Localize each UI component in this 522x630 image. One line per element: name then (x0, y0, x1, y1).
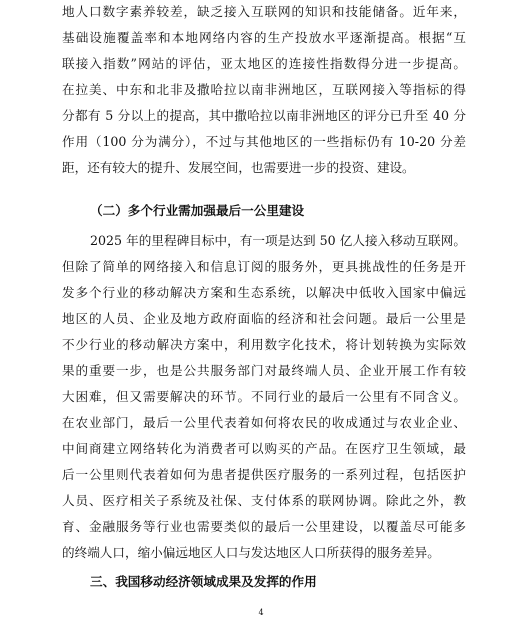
paragraph-line: 联接入指数”网站的评估，亚太地区的连接性指数得分进一步提高。 (62, 56, 466, 71)
paragraph-line: 在农业部门，最后一公里代表着如何将农民的收成通过与农业企业、 (62, 415, 466, 430)
paragraph-line: 的终端人口，缩小偏远地区人口与发达地区人口所获得的服务差异。 (62, 545, 440, 560)
paragraph-line: 但除了简单的网络接入和信息订阅的服务外，更具挑战性的任务是开 (62, 259, 466, 274)
paragraph-line: 后一公里则代表着如何为患者提供医疗服务的一系列过程，包括医护 (62, 467, 466, 482)
paragraph-line: 果的重要一步，也是公共服务部门对最终端人员、企业开展工作有较 (62, 363, 466, 378)
paragraph-line: 发多个行业的移动解决方案和生态系统，以解决中低收入国家中偏远 (62, 285, 466, 300)
paragraph-line: 人员、医疗相关子系统及社保、支付体系的联网协调。除此之外，教 (62, 493, 466, 508)
paragraph-line: 在拉美、中东和北非及撒哈拉以南非洲地区，互联网接入等指标的得 (62, 82, 466, 97)
paragraph-line: 地人口数字素养较差，缺乏接入互联网的知识和技能储备。近年来， (62, 4, 466, 19)
paragraph-line: 作用（100 分为满分），不过与其他地区的一些指标仍有 10-20 分差 (62, 134, 466, 149)
section-heading: 三、我国移动经济领域成果及发挥的作用 (90, 574, 317, 589)
paragraph-line: 地区的人员、企业及地方政府面临的经济和社会问题。最后一公里是 (62, 311, 466, 326)
paragraph-line: 2025 年的里程碑目标中，有一项是达到 50 亿人接入移动互联网。 (90, 233, 466, 248)
page-number: 4 (258, 608, 264, 617)
paragraph-line: 基础设施覆盖率和本地网络内容的生产投放水平逐渐提高。根据“互 (62, 30, 466, 45)
paragraph-line: 育、金融服务等行业也需要类似的最后一公里建设，以覆盖尽可能多 (62, 519, 466, 534)
paragraph-line: 不少行业的移动解决方案中，利用数字化技术，将计划转换为实际效 (62, 337, 466, 352)
paragraph-line: 中间商建立网络转化为消费者可以购买的产品。在医疗卫生领域，最 (62, 441, 466, 456)
paragraph-line: 距，还有较大的提升、发展空间，也需要进一步的投资、建设。 (62, 160, 415, 175)
section-heading: （二）多个行业需加强最后一公里建设 (90, 203, 305, 218)
paragraph-line: 大困难，但又需要解决的环节。不同行业的最后一公里有不同含义。 (62, 389, 466, 404)
paragraph-line: 分都有 5 分以上的提高，其中撒哈拉以南非洲地区的评分已升至 40 分 (62, 108, 466, 123)
